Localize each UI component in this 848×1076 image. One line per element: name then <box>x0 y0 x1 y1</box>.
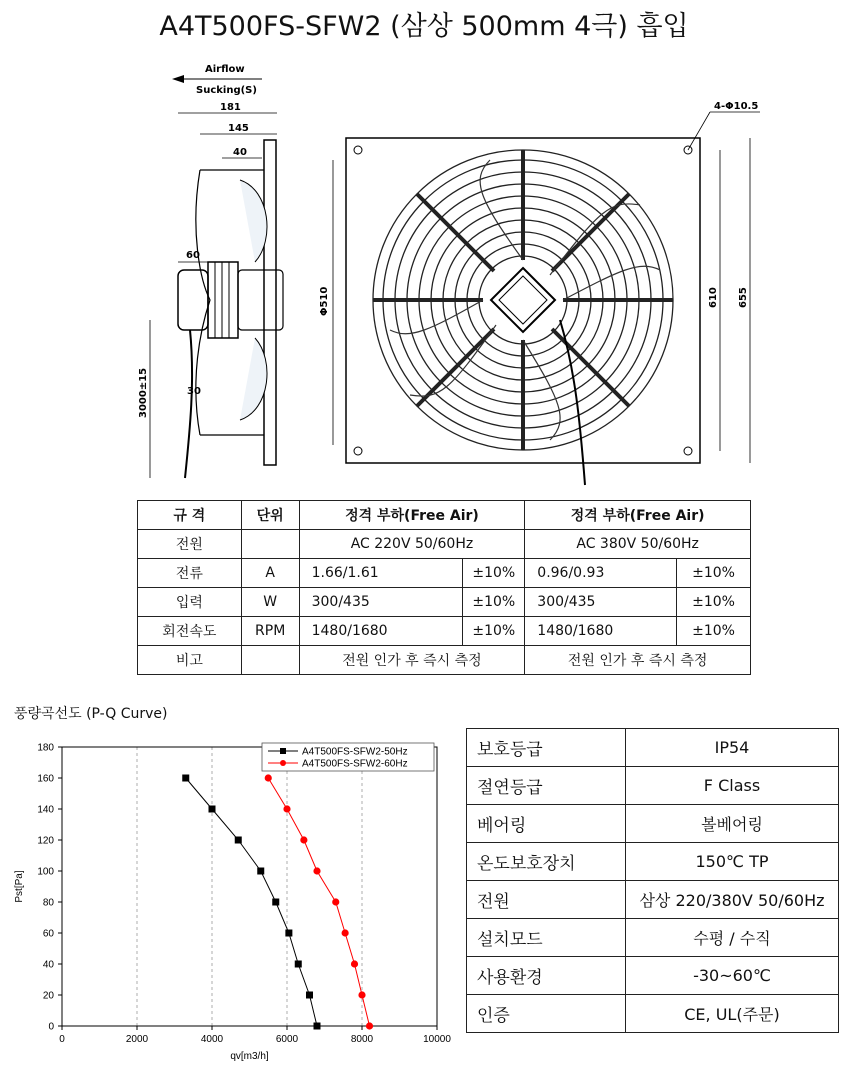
prop-value: CE, UL(주문) <box>626 995 839 1033</box>
spec-row-power <box>138 530 751 559</box>
prop-key: 베어링 <box>467 805 626 843</box>
dim-60: 60 <box>186 250 200 261</box>
prop-key: 절연등급 <box>467 767 626 805</box>
dim-cable-length: 3000±15 <box>138 367 149 418</box>
spec-row-note <box>138 646 751 675</box>
x-tick-label: 8000 <box>350 1034 374 1045</box>
spec-cell: AC 220V 50/60Hz <box>299 530 525 559</box>
spec-cell: 1480/1680 <box>525 617 677 646</box>
spec-cell: 비고 <box>138 646 242 675</box>
spec-cell: ±10% <box>463 588 525 617</box>
prop-key: 설치모드 <box>467 919 626 957</box>
spec-header-load-a: 정격 부하(Free Air) <box>299 501 525 530</box>
prop-row <box>467 805 839 843</box>
spec-cell: 회전속도 <box>138 617 242 646</box>
spec-cell <box>241 530 299 559</box>
spec-table <box>137 500 751 675</box>
dim-610: 610 <box>708 287 719 308</box>
y-axis-label: Pst[Pa] <box>14 870 25 903</box>
spec-cell: A <box>241 559 299 588</box>
legend-entry: A4T500FS-SFW2-50Hz <box>302 746 408 758</box>
y-tick-label: 160 <box>37 773 54 785</box>
y-tick-label: 40 <box>42 959 54 971</box>
spec-cell: ±10% <box>463 559 525 588</box>
spec-cell: ±10% <box>677 617 751 646</box>
x-tick-label: 0 <box>59 1034 65 1045</box>
dim-holes: 4-Φ10.5 <box>714 101 759 112</box>
prop-row <box>467 919 839 957</box>
prop-key: 인증 <box>467 995 626 1033</box>
x-tick-label: 6000 <box>275 1034 299 1045</box>
series-point <box>283 805 290 812</box>
page-title: A4T500FS-SFW2 (삼상 500mm 4극) 흡입 <box>159 11 689 42</box>
series-point <box>314 1023 321 1030</box>
prop-row <box>467 767 839 805</box>
spec-cell: 전원 인가 후 즉시 측정 <box>299 646 525 675</box>
spec-header-unit: 단위 <box>241 501 299 530</box>
dim-30: 30 <box>187 386 201 397</box>
y-tick-label: 0 <box>48 1021 54 1033</box>
prop-value: 150℃ TP <box>626 843 839 881</box>
properties-table <box>466 728 839 1033</box>
spec-header-row <box>138 501 751 530</box>
fan-technical-drawing <box>0 0 848 500</box>
dim-145: 145 <box>228 123 249 134</box>
series-point <box>265 774 272 781</box>
legend-entry: A4T500FS-SFW2-60Hz <box>302 758 408 770</box>
plot-area <box>62 747 437 1026</box>
spec-cell: ±10% <box>463 617 525 646</box>
x-axis-label: qv[m3/h] <box>230 1051 269 1062</box>
series-point <box>285 930 292 937</box>
spec-row-input <box>138 588 751 617</box>
spec-cell: 0.96/0.93 <box>525 559 677 588</box>
x-tick-label: 4000 <box>200 1034 224 1045</box>
spec-cell: W <box>241 588 299 617</box>
y-tick-label: 120 <box>37 835 54 847</box>
x-tick-label: 2000 <box>125 1034 149 1045</box>
spec-cell: AC 380V 50/60Hz <box>525 530 751 559</box>
spec-cell <box>241 646 299 675</box>
spec-cell: ±10% <box>677 588 751 617</box>
spec-cell: ±10% <box>677 559 751 588</box>
prop-key: 전원 <box>467 881 626 919</box>
airflow-label: Airflow <box>205 64 245 75</box>
spec-cell: 전류 <box>138 559 242 588</box>
series-point <box>351 960 358 967</box>
y-tick-label: 100 <box>37 866 54 878</box>
y-tick-label: 60 <box>42 928 54 940</box>
legend-marker <box>280 748 286 754</box>
prop-value: 볼베어링 <box>626 805 839 843</box>
series-point <box>182 775 189 782</box>
series-line-1 <box>268 778 369 1026</box>
series-point <box>332 898 339 905</box>
x-tick-label: 10000 <box>423 1034 451 1045</box>
prop-row <box>467 957 839 995</box>
series-line-0 <box>186 778 317 1026</box>
dim-655: 655 <box>738 287 749 308</box>
spec-row-current <box>138 559 751 588</box>
y-tick-label: 140 <box>37 804 54 816</box>
prop-key: 보호등급 <box>467 729 626 767</box>
dim-181: 181 <box>220 102 241 113</box>
y-tick-label: 80 <box>42 897 54 909</box>
prop-row <box>467 729 839 767</box>
dim-40: 40 <box>233 147 247 158</box>
series-point <box>209 806 216 813</box>
prop-key: 사용환경 <box>467 957 626 995</box>
dim-phi510: Φ510 <box>319 286 330 316</box>
sucking-label: Sucking(S) <box>196 85 257 96</box>
spec-header-load-b: 정격 부하(Free Air) <box>525 501 751 530</box>
prop-row <box>467 843 839 881</box>
series-point <box>366 1022 373 1029</box>
prop-value: -30~60℃ <box>626 957 839 995</box>
series-point <box>306 992 313 999</box>
prop-key: 온도보호장치 <box>467 843 626 881</box>
spec-header-name: 규 격 <box>138 501 242 530</box>
pq-curve-chart <box>0 735 455 1076</box>
prop-row <box>467 881 839 919</box>
series-point <box>272 899 279 906</box>
spec-cell: RPM <box>241 617 299 646</box>
prop-value: IP54 <box>626 729 839 767</box>
prop-row <box>467 995 839 1033</box>
series-point <box>235 837 242 844</box>
series-point <box>300 836 307 843</box>
curve-title: 풍량곡선도 (P-Q Curve) <box>14 706 168 722</box>
spec-cell: 전원 <box>138 530 242 559</box>
series-point <box>313 867 320 874</box>
legend-marker <box>280 760 286 766</box>
spec-cell: 1.66/1.61 <box>299 559 463 588</box>
series-point <box>295 961 302 968</box>
prop-value: 삼상 220/380V 50/60Hz <box>626 881 839 919</box>
spec-cell: 300/435 <box>525 588 677 617</box>
spec-row-rpm <box>138 617 751 646</box>
prop-value: F Class <box>626 767 839 805</box>
spec-cell: 300/435 <box>299 588 463 617</box>
series-point <box>358 991 365 998</box>
y-tick-label: 180 <box>37 742 54 754</box>
spec-cell: 전원 인가 후 즉시 측정 <box>525 646 751 675</box>
y-tick-label: 20 <box>42 990 54 1002</box>
spec-cell: 1480/1680 <box>299 617 463 646</box>
series-point <box>342 929 349 936</box>
series-point <box>257 868 264 875</box>
spec-cell: 입력 <box>138 588 242 617</box>
prop-value: 수평 / 수직 <box>626 919 839 957</box>
